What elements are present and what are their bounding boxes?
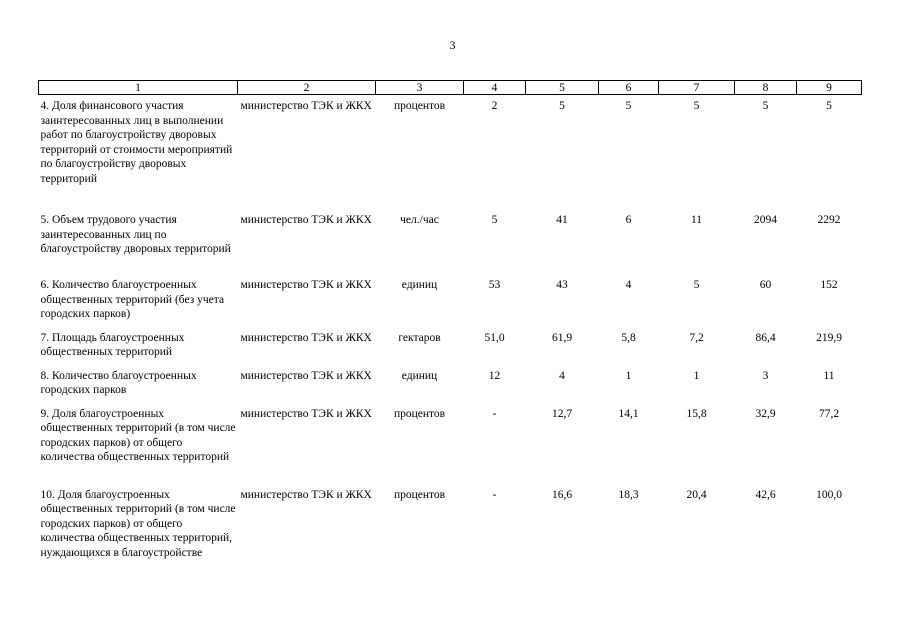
column-header-6: 6 <box>599 81 659 95</box>
unit-of-measure: процентов <box>393 488 446 501</box>
value-cell: 5 <box>762 100 769 112</box>
responsible-executor: министерство ТЭК и ЖКХ <box>240 369 372 382</box>
value-cell: 14,1 <box>618 407 639 420</box>
value-cell: - <box>492 407 497 420</box>
responsible-executor: министерство ТЭК и ЖКХ <box>240 214 372 226</box>
value-cell: 32,9 <box>755 407 776 420</box>
unit-of-measure: чел./час <box>400 214 439 226</box>
column-header-3: 3 <box>376 81 464 95</box>
value-cell: 5 <box>693 100 700 112</box>
value-cell: 5 <box>559 100 565 112</box>
indicator-name: 8. Количество благоустроенных городских парков <box>40 369 197 396</box>
value-cell: 219,9 <box>816 331 842 344</box>
responsible-executor: министерство ТЭК и ЖКХ <box>240 407 372 420</box>
unit-of-measure: единиц <box>401 279 438 291</box>
value-cell: 2 <box>491 100 498 112</box>
value-cell: 2094 <box>754 214 777 226</box>
value-cell: 7,2 <box>689 331 704 344</box>
indicator-name: 9. Доля благоустроенных общественных территорий (в том числе городских парков) от общего количества общественных территорий <box>40 407 236 463</box>
table-row <box>39 366 862 404</box>
value-cell: 100,0 <box>816 488 842 501</box>
indicator-name: 5. Объем трудового участия заинтересованных лиц по благоустройству дворовых территорий <box>40 214 231 255</box>
unit-of-measure: процентов <box>393 100 446 112</box>
value-cell: 5 <box>693 279 700 291</box>
value-cell: 6 <box>625 214 632 226</box>
column-header-4: 4 <box>464 81 526 95</box>
value-cell: 20,4 <box>686 488 707 501</box>
table-row <box>39 485 862 580</box>
table-row <box>39 95 862 211</box>
unit-of-measure: гектаров <box>398 331 441 344</box>
value-cell: 53 <box>488 279 501 291</box>
responsible-executor: министерство ТЭК и ЖКХ <box>240 331 372 344</box>
value-cell: 18,3 <box>618 488 639 501</box>
column-header-8: 8 <box>735 81 797 95</box>
value-cell: 77,2 <box>818 407 840 420</box>
column-header-5: 5 <box>526 81 599 95</box>
value-cell: 5 <box>625 100 632 112</box>
table-row <box>39 275 862 328</box>
value-cell: 5,8 <box>621 331 636 344</box>
value-cell: 2292 <box>817 214 841 226</box>
value-cell: 152 <box>820 279 838 291</box>
value-cell: 3 <box>762 369 769 382</box>
value-cell: 1 <box>625 369 632 382</box>
value-cell: 43 <box>556 279 568 291</box>
indicator-name: 4. Доля финансового участия заинтересованных лиц в выполнении работ по благоустройству дворовых территорий от стоимости мероприятий по благоустройству дворовых территорий <box>40 100 233 185</box>
column-header-7: 7 <box>659 81 735 95</box>
value-cell: 1 <box>693 369 700 382</box>
table-row <box>39 404 862 485</box>
value-cell: 41 <box>556 214 568 226</box>
table-row <box>39 210 862 275</box>
value-cell: 15,8 <box>686 407 707 420</box>
table-row <box>39 328 862 366</box>
value-cell: 86,4 <box>755 331 776 344</box>
value-cell: 12 <box>488 369 501 382</box>
indicators-table <box>38 80 862 580</box>
unit-of-measure: единиц <box>401 369 438 382</box>
table-header-row <box>39 81 862 95</box>
indicator-name: 10. Доля благоустроенных общественных территорий (в том числе городских парков) от общего количества общественных территорий, нуждающихся в благоустройстве <box>40 488 236 559</box>
value-cell: 5 <box>491 214 498 226</box>
page-number: 3 <box>449 38 456 52</box>
value-cell: 4 <box>625 279 632 291</box>
value-cell: - <box>492 488 497 501</box>
column-header-1: 1 <box>39 81 238 95</box>
unit-of-measure: процентов <box>393 407 446 420</box>
value-cell: 11 <box>823 369 835 382</box>
value-cell: 60 <box>759 279 772 291</box>
value-cell: 4 <box>559 369 565 382</box>
indicator-name: 7. Площадь благоустроенных общественных территорий <box>40 331 185 358</box>
value-cell: 12,7 <box>551 407 573 420</box>
value-cell: 42,6 <box>755 488 776 501</box>
indicator-name: 6. Количество благоустроенных общественных территорий (без учета городских парков) <box>40 279 225 320</box>
responsible-executor: министерство ТЭК и ЖКХ <box>240 100 372 112</box>
responsible-executor: министерство ТЭК и ЖКХ <box>240 279 372 291</box>
responsible-executor: министерство ТЭК и ЖКХ <box>240 488 372 501</box>
value-cell: 16,6 <box>551 488 573 501</box>
value-cell: 51,0 <box>484 331 505 344</box>
column-header-9: 9 <box>797 81 862 95</box>
value-cell: 11 <box>690 214 703 226</box>
column-header-2: 2 <box>238 81 376 95</box>
value-cell: 61,9 <box>551 331 573 344</box>
value-cell: 5 <box>826 100 832 112</box>
